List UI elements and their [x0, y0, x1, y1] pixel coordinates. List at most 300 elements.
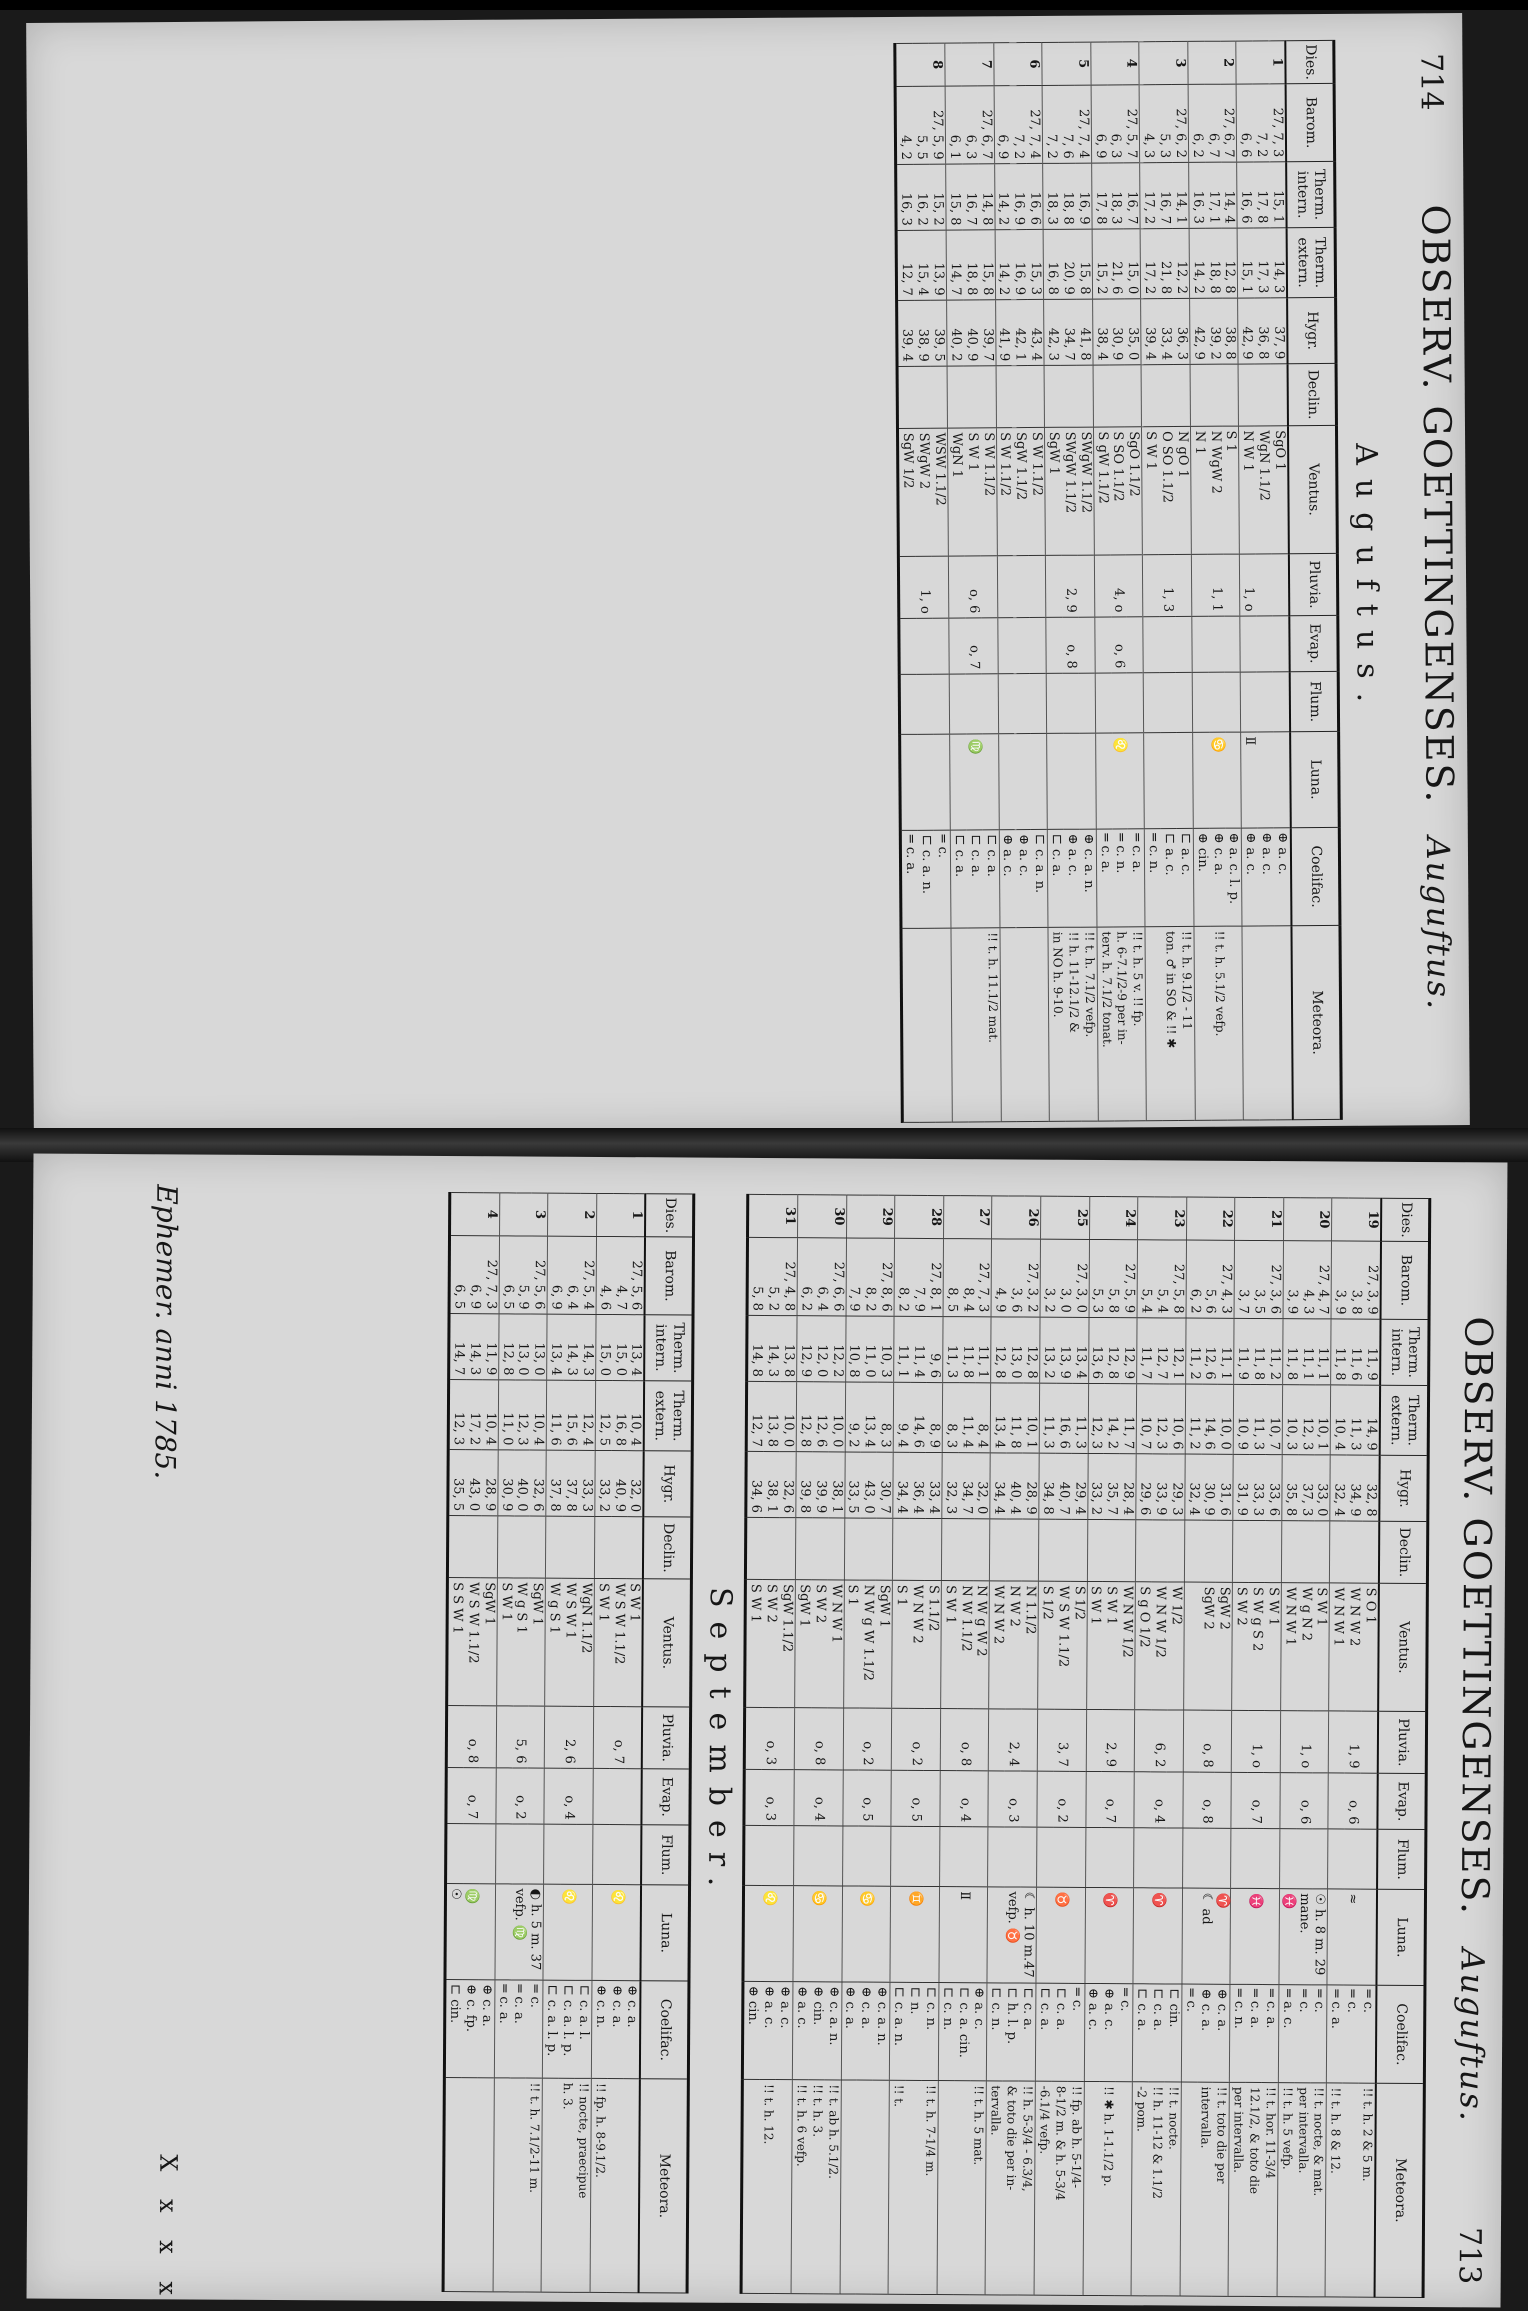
cell-ventus: W S W 1 [561, 1578, 578, 1706]
col-dies: Dies. [645, 1194, 694, 1237]
cell-therm-int: 13, 0 [1007, 1317, 1023, 1383]
cell-therm-int: 12, 8 [1023, 1317, 1040, 1383]
cell-pluvia [1126, 555, 1143, 617]
cell-barom: 6, 9 [1091, 85, 1108, 163]
cell-meteora [951, 928, 969, 1122]
cell-declin [931, 366, 948, 428]
cell-barom: 4, 3 [1299, 1241, 1315, 1319]
cell-coelifac: ⊕ a. c. [1242, 828, 1259, 926]
cell-declin [795, 1518, 812, 1580]
cell-therm-int: 11, 6 [1347, 1319, 1363, 1385]
cell-meteora: !! fp. h. 8-9.1/2. [590, 2078, 608, 2292]
cell-coelifac: ⊕ a. c. [1274, 828, 1292, 926]
cell-flum [1273, 672, 1290, 732]
cell-flum [544, 1824, 561, 1884]
cell-flum [761, 1825, 777, 1885]
cell-flum [1053, 1827, 1069, 1887]
cell-therm-int: 14, 8 [747, 1315, 765, 1381]
cell-luna [1036, 1887, 1053, 1983]
cell-dies: 7 [977, 43, 994, 86]
cell-ventus: SgW 1 [529, 1578, 546, 1706]
cell-therm-ext: 12, 3 [1298, 1385, 1314, 1455]
cell-flum [998, 674, 1015, 734]
cell-coelifac: ⊕ c. a. [623, 1981, 640, 2079]
cell-dies [911, 1195, 927, 1238]
cell-luna [1133, 1888, 1150, 1984]
col-luna: Luna. [641, 1885, 690, 1981]
cell-coelifac: ⊏ c. a. [950, 830, 967, 928]
cell-coelifac: ═ c. a. [1327, 1985, 1344, 2083]
september-heading: September. [701, 1586, 739, 1901]
cell-therm-int: 11, 8 [1331, 1319, 1348, 1385]
table-body [443, 1193, 646, 2293]
cell-flum [907, 1826, 923, 1886]
cell-meteora [1145, 927, 1163, 1121]
cell-luna [917, 734, 934, 830]
cell-meteora: !! t. h. 7.1/2-11 m. [525, 2078, 543, 2292]
cell-therm-int: 18, 3 [1043, 163, 1060, 229]
cell-evap [1127, 617, 1144, 673]
cell-pluvia: o, 2 [859, 1708, 875, 1770]
cell-therm-ext: 21, 6 [1108, 229, 1124, 299]
cell-dies [1348, 1198, 1364, 1241]
cell-barom: 5, 3 [1089, 1239, 1106, 1317]
col-pluvia: Pluvia. [1378, 1711, 1427, 1773]
cell-evap [625, 1769, 642, 1825]
cell-ventus: S W 1 [1103, 1582, 1120, 1710]
cell-ventus: W S W 1.1/2 [610, 1579, 627, 1707]
cell-flum [1150, 1828, 1166, 1888]
col-ventus: Ventus. [1378, 1583, 1427, 1711]
cell-barom: 27, 7, 3 [975, 1239, 992, 1317]
cell-coelifac: ═ c. [1359, 1985, 1376, 2083]
cell-therm-int: 16, 7 [1156, 163, 1172, 229]
col-evap: Evap. [1377, 1773, 1426, 1829]
cell-therm-int: 15, 1 [1269, 162, 1286, 228]
cell-barom: 5, 4 [1153, 1240, 1169, 1318]
cell-meteora [1016, 928, 1033, 1122]
cell-therm-ext: 10, 7 [1266, 1385, 1283, 1455]
cell-therm-int: 11, 3 [942, 1317, 959, 1383]
cell-declin [465, 1516, 481, 1578]
cell-declin [876, 1518, 893, 1580]
cell-luna [1262, 1889, 1279, 1985]
cell-meteora: !! h. 5-3/4 - 6.3/4, [1018, 2081, 1036, 2295]
cell-therm-int: 11, 7 [1137, 1318, 1154, 1384]
cell-ventus: W N W 1/2 [1118, 1582, 1135, 1710]
cell-meteora [919, 928, 936, 1122]
cell-therm-int: 17, 8 [1253, 162, 1269, 228]
cell-flum [1063, 673, 1079, 733]
cell-declin [1141, 365, 1158, 427]
cell-therm-ext: 12, 2 [1173, 228, 1190, 298]
cell-hygr: 37, 8 [562, 1450, 578, 1516]
cell-declin [1190, 364, 1207, 426]
cell-meteora [872, 2080, 890, 2294]
col-flum: Flum. [1377, 1829, 1426, 1889]
cell-luna [900, 734, 918, 830]
cell-luna: ♍ [463, 1884, 479, 1980]
cell-dies [814, 1195, 830, 1238]
cell-meteora: h. 3. [558, 2078, 575, 2292]
cell-meteora: in NO h. 9-10. [1048, 927, 1066, 1121]
cell-meteora [775, 2080, 793, 2294]
cell-barom: 27, 5, 7 [1123, 85, 1140, 163]
cell-barom: 3, 2 [1040, 1239, 1057, 1317]
cell-evap: o, 3 [762, 1769, 778, 1825]
cell-ventus: S S W 1 [447, 1578, 465, 1706]
cell-ventus: W N W 2 [989, 1581, 1006, 1709]
cell-luna [1230, 1888, 1247, 1984]
cell-barom: 7, 2 [1253, 84, 1269, 162]
cell-ventus: SgO 1.1/2 [1125, 427, 1142, 555]
cell-flum [972, 1827, 989, 1887]
cell-flum [1247, 1828, 1263, 1888]
cell-therm-int: 17, 2 [1140, 163, 1157, 229]
cell-flum [923, 1826, 940, 1886]
cell-therm-int: 14, 7 [449, 1314, 467, 1380]
cell-hygr: 41, 8 [1076, 299, 1093, 365]
running-title-text: OBSERV. GOETTINGENSES. [1452, 1316, 1501, 1917]
cell-declin [1298, 1521, 1314, 1583]
cell-barom: 7, 2 [1010, 86, 1026, 164]
cell-ventus: S W 1 [496, 1578, 513, 1706]
col-therm-ext: Therm. extern. [1380, 1385, 1429, 1455]
cell-meteora: 8-1/2 m. & h. 5-3/4 [1050, 2081, 1067, 2295]
cell-flum [1344, 1829, 1360, 1889]
cell-dies: 1 [629, 1194, 646, 1237]
cell-luna: ♈ [1149, 1888, 1165, 1984]
cell-dies: 27 [976, 1196, 993, 1239]
cell-flum [949, 674, 966, 734]
cell-hygr: 38, 1 [828, 1452, 845, 1518]
cell-pluvia [778, 1708, 795, 1770]
col-dies: Dies. [1285, 40, 1334, 83]
cell-hygr: 32, 8 [1362, 1455, 1379, 1521]
cell-ventus: SgW 1 [480, 1578, 497, 1706]
cell-therm-int: 14, 3 [579, 1314, 596, 1380]
cell-barom: 27, 3, 0 [1072, 1239, 1089, 1317]
col-hygr: Hygr. [1379, 1455, 1428, 1521]
cell-ventus [1183, 1582, 1200, 1710]
cell-luna [1165, 1888, 1182, 1984]
cell-pluvia [577, 1706, 594, 1768]
cell-therm-int: 11, 9 [1363, 1319, 1380, 1385]
cell-evap [1312, 1773, 1329, 1829]
cell-pluvia: 4, o [1110, 555, 1126, 617]
cell-ventus: S O 1 [1361, 1583, 1379, 1711]
cell-coelifac: ⊏ a. c. [1177, 828, 1194, 926]
cell-pluvia [827, 1708, 844, 1770]
cell-luna [1128, 733, 1145, 829]
cell-declin [1346, 1521, 1362, 1583]
cell-barom: 6, 2 [797, 1238, 814, 1316]
cell-coelifac: ⊕ a. c. [1084, 1983, 1101, 2081]
cell-therm-int: 11, 8 [1282, 1319, 1299, 1385]
cell-declin [448, 1516, 466, 1578]
cell-dies [1105, 1197, 1121, 1240]
cell-therm-int: 13, 4 [1072, 1317, 1089, 1383]
cell-evap [940, 1771, 957, 1827]
cell-luna [1084, 1887, 1101, 1983]
cell-dies [1139, 42, 1156, 85]
cell-evap [1272, 616, 1289, 672]
cell-hygr: 30, 9 [1201, 1454, 1217, 1520]
cell-dies [1107, 42, 1123, 85]
cell-luna: ♓ [1247, 1888, 1263, 1984]
cell-ventus: S W 1 [1142, 427, 1159, 555]
cell-hygr: 32, 4 [1330, 1455, 1347, 1521]
col-pluvia: Pluvia. [642, 1707, 691, 1769]
cell-pluvia: o, 3 [762, 1707, 778, 1769]
cell-evap [778, 1770, 795, 1826]
col-dies: Dies. [1381, 1198, 1430, 1241]
cell-ventus: N W g W 1.1/2 [860, 1580, 877, 1708]
cell-therm-ext: 11, 6 [547, 1380, 564, 1450]
cell-ventus: W 1/2 [1167, 1582, 1184, 1710]
cell-evap [1118, 1772, 1135, 1828]
cell-declin [1071, 1519, 1088, 1581]
cell-barom: 5, 2 [765, 1237, 781, 1315]
cell-luna: ♓ [1279, 1889, 1296, 1985]
cell-therm-ext: 15, 3 [1027, 229, 1044, 299]
cell-therm-int: 16, 2 [913, 164, 929, 230]
cell-barom: 7, 9 [846, 1238, 863, 1316]
cell-meteora: !! t. h. 8 & 12. [1325, 2083, 1343, 2297]
cell-evap [988, 1771, 1005, 1827]
cell-meteora [476, 2078, 494, 2292]
cell-pluvia [794, 1708, 811, 1770]
running-title [1413, 204, 1463, 1011]
cell-coelifac: ⊏ c. n. [987, 1983, 1004, 2081]
cell-luna: mane. [1295, 1889, 1311, 1985]
cell-pluvia [1029, 555, 1046, 617]
cell-luna [1257, 732, 1274, 828]
cell-coelifac: ⊏ c. a. cin. [955, 1983, 971, 2081]
cell-coelifac: ⊕ a. c. [1064, 829, 1081, 927]
cell-luna: ♍ [966, 734, 983, 830]
cell-meteora: !! h. 11-12 & 1.1/2 [1148, 2082, 1165, 2296]
cell-declin [1313, 1521, 1330, 1583]
cell-therm-ext: 17, 3 [1254, 228, 1270, 298]
cell-hygr: 35, 0 [1124, 299, 1141, 365]
cell-pluvia [1167, 1710, 1184, 1772]
cell-meteora: !! t. nocte, & mat. [1309, 2083, 1327, 2297]
cell-luna: vefp. ♉ [1004, 1887, 1020, 1983]
cell-therm-int: 14, 4 [1221, 162, 1238, 228]
cell-dies: 19 [1364, 1198, 1381, 1241]
cell-declin [915, 366, 931, 428]
cell-evap [1224, 616, 1241, 672]
cell-dies: 5 [1074, 42, 1091, 85]
cell-hygr: 42, 3 [1044, 299, 1061, 365]
cell-declin [1136, 1520, 1153, 1582]
cell-dies [1204, 41, 1220, 84]
cell-flum [1279, 1829, 1296, 1889]
cell-pluvia [1094, 555, 1111, 617]
cell-coelifac: ═ c. a. [1246, 1984, 1262, 2082]
cell-ventus: SgO 1 [1271, 426, 1289, 554]
cell-meteora: !! nocte, praecipue [574, 2078, 592, 2292]
cell-therm-int: 16, 3 [896, 164, 914, 230]
cell-meteora [937, 2081, 955, 2295]
cell-coelifac: ⊕ a. c. [999, 830, 1016, 928]
cell-ventus: S W g S 2 [1248, 1582, 1265, 1710]
cell-therm-int: 13, 0 [515, 1314, 531, 1380]
cell-pluvia [1329, 1711, 1346, 1773]
cell-ventus: O SO 1.1/2 [1158, 427, 1175, 555]
cell-evap [923, 1770, 940, 1826]
cell-dies [1283, 1198, 1300, 1241]
cell-therm-ext: 11, 3 [1250, 1384, 1266, 1454]
cell-barom: 27, 7, 4 [1074, 85, 1091, 163]
cell-therm-int: 11, 1 [1218, 1318, 1235, 1384]
col-pluvia: Pluvia. [1289, 553, 1338, 615]
cell-evap [899, 618, 917, 674]
cell-barom: 3, 0 [1056, 1239, 1072, 1317]
cell-luna [1015, 734, 1032, 830]
cell-evap [1215, 1772, 1232, 1828]
cell-evap: o, 7 [965, 618, 981, 674]
cell-pluvia [981, 556, 998, 618]
cell-declin [925, 1518, 942, 1580]
cell-pluvia [545, 1706, 562, 1768]
cell-flum [874, 1826, 891, 1886]
cell-dies: 23 [1170, 1197, 1187, 1240]
cell-meteora [953, 2081, 970, 2295]
cell-ventus: S W 1 [1264, 1583, 1281, 1711]
cell-therm-ext: 10, 7 [1136, 1384, 1153, 1454]
running-month: Auguftus. [1452, 1948, 1492, 2124]
cell-therm-int: 14, 3 [563, 1314, 579, 1380]
cell-hygr: 38, 8 [1222, 298, 1239, 364]
cell-dies [1090, 42, 1107, 85]
cell-coelifac: ⊕ a. c. l. p. [1225, 828, 1242, 926]
cell-luna [495, 1884, 512, 1980]
cell-flum [1111, 673, 1127, 733]
cell-ventus: W g S 1 [513, 1578, 530, 1706]
col-coelifac: Coelifac. [1291, 827, 1340, 925]
cell-flum [1263, 1829, 1280, 1889]
cell-hygr: 43, 4 [1027, 299, 1044, 365]
cell-ventus: S 1 [843, 1580, 860, 1708]
cell-coelifac: ⊏ c. a. l. [575, 1980, 592, 2078]
cell-ventus: S W 1 [594, 1578, 611, 1706]
cell-barom: 27, 8, 6 [878, 1238, 895, 1316]
cell-hygr: 32, 4 [1184, 1454, 1201, 1520]
cell-coelifac: ⊏ c. a. [1047, 829, 1064, 927]
cell-ventus: SgW 2 [1200, 1582, 1217, 1710]
cell-hygr: 34, 7 [958, 1453, 974, 1519]
cell-pluvia [932, 556, 949, 618]
cell-barom: 3, 8 [1348, 1241, 1364, 1319]
cell-dies [943, 1196, 960, 1239]
cell-therm-ext: 10, 4 [627, 1381, 644, 1451]
cell-therm-int: 12, 0 [813, 1316, 829, 1382]
cell-barom: 3, 9 [1283, 1241, 1300, 1319]
cell-evap [1014, 618, 1030, 674]
col-barom: Barom. [1286, 83, 1335, 161]
cell-declin [1184, 1520, 1201, 1582]
cell-barom: 27, 4, 3 [1218, 1240, 1235, 1318]
cell-coelifac: ⊕ a. c. [760, 1981, 776, 2079]
cell-barom: 27, 4, 7 [1315, 1241, 1332, 1319]
cell-flum [988, 1827, 1005, 1887]
rotated-content-713 [55, 1190, 1502, 2299]
cell-barom: 6, 7 [1204, 84, 1220, 162]
cell-ventus: N W 1 [1239, 426, 1256, 554]
cell-declin [897, 366, 915, 428]
cell-coelifac: ═ c. [1343, 1985, 1359, 2083]
cell-pluvia: 2, 9 [1062, 555, 1078, 617]
footer-catchline: Ephemer. anni 1785. [148, 1184, 184, 1480]
cell-dies [960, 1196, 976, 1239]
cell-therm-int: 14, 8 [978, 164, 995, 230]
cell-barom: 6, 5 [499, 1236, 516, 1314]
cell-barom: 6, 3 [1107, 85, 1123, 163]
cell-barom: 27, 6, 2 [1172, 84, 1189, 162]
col-evap: Evap. [1289, 615, 1338, 671]
cell-pluvia [972, 1709, 989, 1771]
cell-luna [1079, 733, 1096, 829]
cell-declin [1158, 365, 1174, 427]
cell-hygr: 33, 5 [844, 1452, 861, 1518]
cell-hygr: 34, 4 [893, 1452, 910, 1518]
cell-evap [891, 1770, 908, 1826]
cell-meteora [1000, 928, 1018, 1122]
cell-pluvia [891, 1708, 908, 1770]
cell-flum [1176, 672, 1193, 732]
cell-flum [592, 1824, 609, 1884]
cell-therm-ext: 14, 6 [1201, 1384, 1217, 1454]
cell-evap [1046, 617, 1063, 673]
cell-flum [826, 1826, 843, 1886]
cell-declin [1022, 1519, 1039, 1581]
cell-coelifac: ⊕ cin. [809, 1982, 825, 2080]
cell-flum [625, 1825, 642, 1885]
running-title-text: OBSERV. GOETTINGENSES. [1413, 204, 1462, 805]
cell-ventus: S 1.1/2 [924, 1580, 941, 1708]
cell-luna [1182, 1888, 1199, 1984]
table-header [1285, 40, 1341, 1119]
cell-ventus: N W g W 2 [973, 1581, 990, 1709]
cell-flum [981, 674, 998, 734]
cell-hygr: 28, 9 [481, 1450, 498, 1516]
cell-coelifac: ⊏ c. n. [922, 1982, 939, 2080]
cell-luna [998, 734, 1015, 830]
cell-therm-ext: 12, 7 [747, 1381, 765, 1451]
cell-flum [576, 1824, 593, 1884]
cell-therm-int: 16, 6 [1026, 163, 1043, 229]
cell-declin [779, 1518, 796, 1580]
cell-pluvia [940, 1709, 957, 1771]
cell-luna [1068, 1887, 1085, 1983]
cell-luna: ♉ [1052, 1887, 1068, 1983]
cell-meteora: !! h. 11-12.1/2 & [1064, 927, 1081, 1121]
cell-therm-int: 11, 4 [910, 1316, 926, 1382]
cell-declin [909, 1518, 925, 1580]
cell-dies [913, 43, 929, 86]
cell-declin [1093, 365, 1110, 427]
cell-luna [890, 1886, 907, 1982]
cell-dies [548, 1193, 565, 1236]
cell-therm-ext: 10, 4 [530, 1380, 547, 1450]
cell-meteora [461, 2078, 478, 2292]
cell-pluvia [1021, 1709, 1038, 1771]
cell-meteora [1032, 927, 1050, 1121]
cell-pluvia: 1, o [1240, 554, 1257, 616]
cell-coelifac: ⊕ c. a. [857, 1982, 873, 2080]
